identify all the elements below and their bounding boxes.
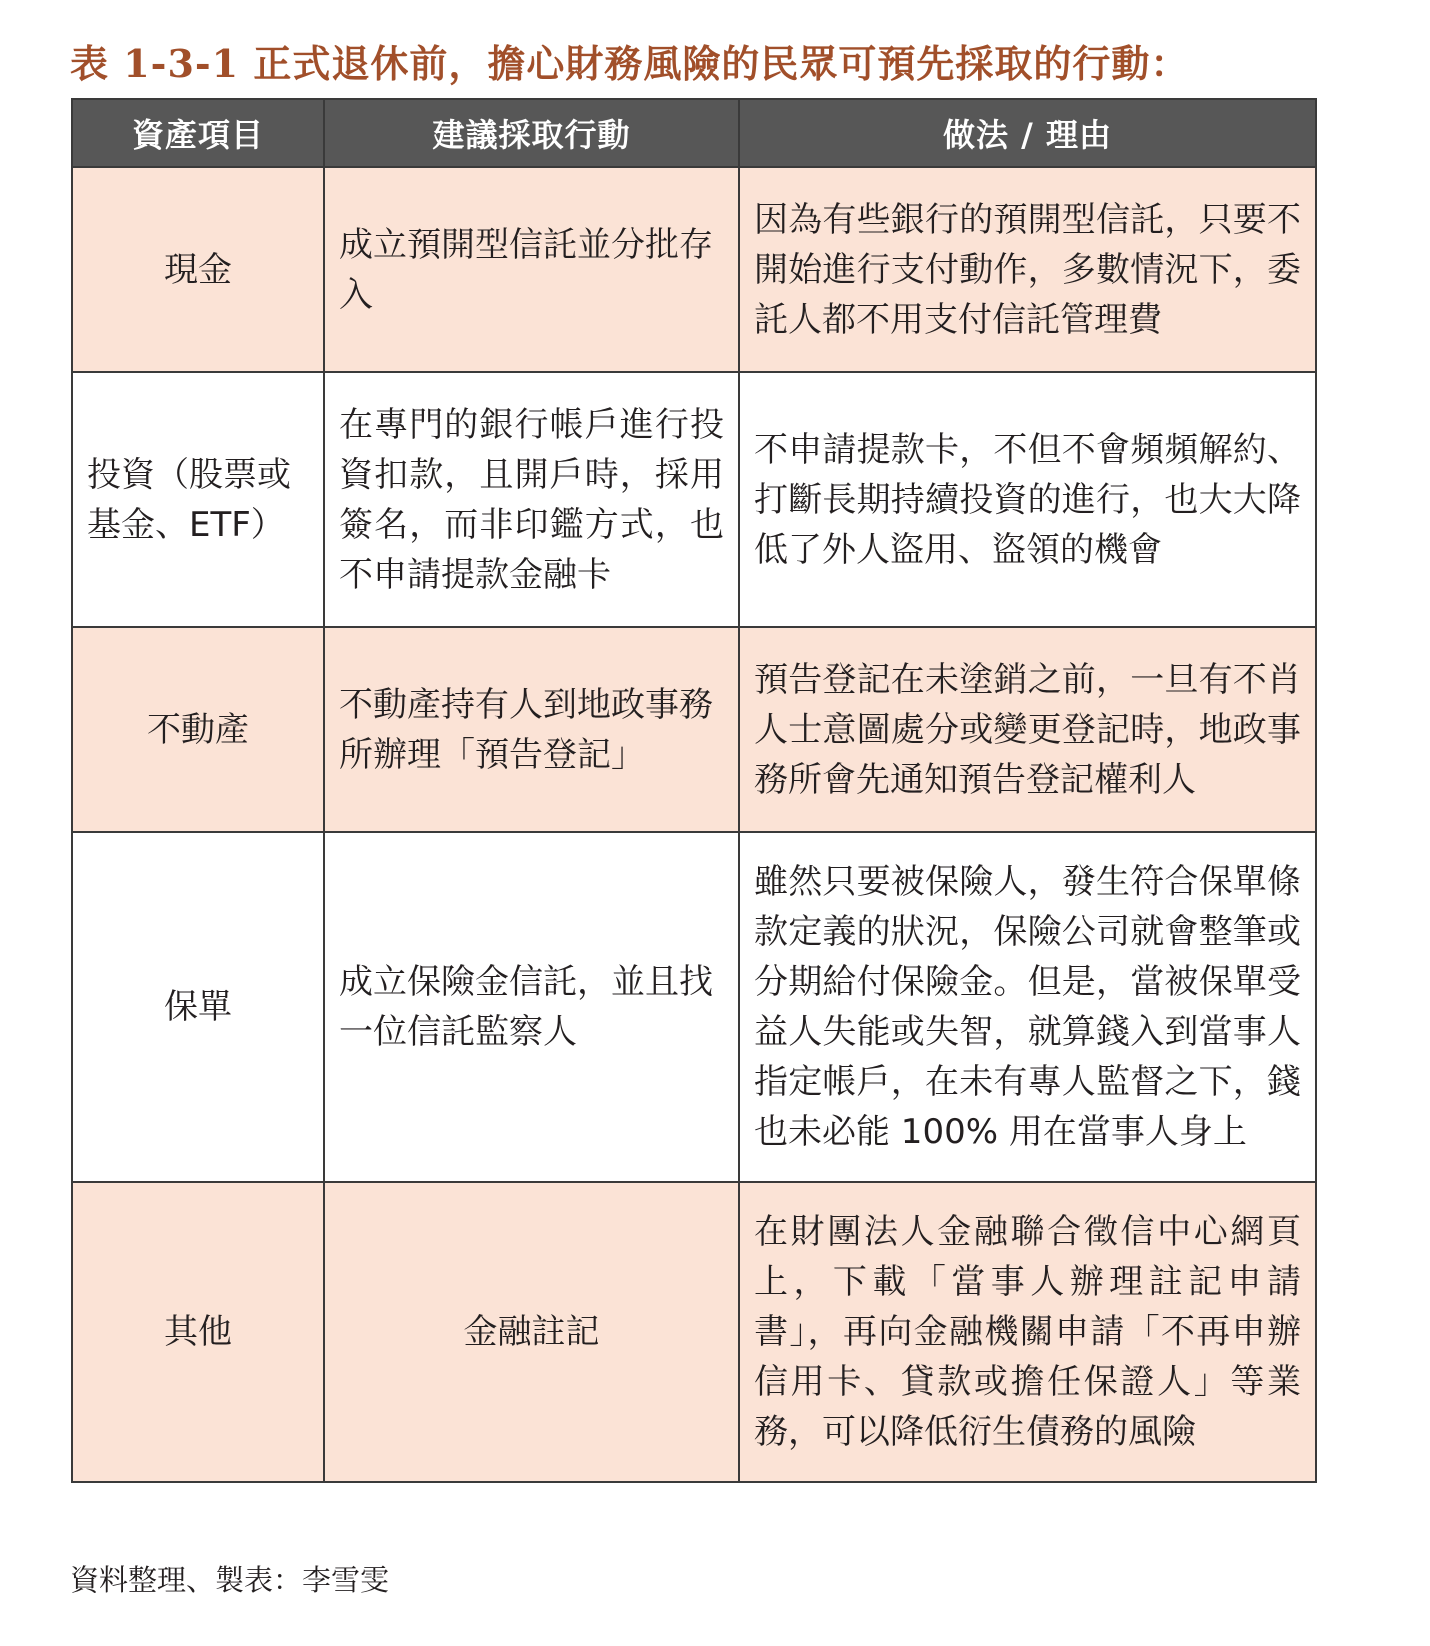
table-title: 表 1-3-1 正式退休前，擔心財務風險的民眾可預先採取的行動：	[70, 41, 1190, 86]
cell-reason: 在財團法人金融聯合徵信中心網頁上，下載「當事人辦理註記申請書」，再向金融機關申請「不再申辦信用卡、貸款或擔任保證人」等業務，可以降低衍生債務的風險	[739, 1182, 1316, 1482]
header-action: 建議採取行動	[324, 99, 739, 167]
cell-asset: 其他	[72, 1182, 324, 1482]
cell-asset: 保單	[72, 832, 324, 1182]
cell-action: 成立預開型信託並分批存入	[324, 167, 739, 372]
cell-action: 金融註記	[324, 1182, 739, 1482]
cell-reason: 預告登記在未塗銷之前，一旦有不肖人士意圖處分或變更登記時，地政事務所會先通知預告登記權利人	[739, 627, 1316, 832]
header-asset: 資產項目	[72, 99, 324, 167]
table-row-insurance	[72, 832, 1316, 1182]
cell-action: 不動產持有人到地政事務所辦理「預告登記」	[324, 627, 739, 832]
cell-asset: 現金	[72, 167, 324, 372]
table-row-investment	[72, 372, 1316, 627]
table-row-real-estate	[72, 627, 1316, 832]
cell-action: 在專門的銀行帳戶進行投資扣款，且開戶時，採用簽名，而非印鑑方式，也不申請提款金融卡	[324, 372, 739, 627]
cell-asset: 投資（股票或基金、ETF）	[72, 372, 324, 627]
cell-reason: 雖然只要被保險人，發生符合保單條款定義的狀況，保險公司就會整筆或分期給付保險金。但是，當被保單受益人失能或失智，就算錢入到當事人指定帳戶，在未有專人監督之下，錢也未必能 100% 用在當事人身上	[739, 832, 1316, 1182]
cell-action: 成立保險金信託，並且找一位信託監察人	[324, 832, 739, 1182]
table-row-other	[72, 1182, 1316, 1482]
source-footnote: 資料整理、製表：李雪雯	[70, 1563, 390, 1597]
asset-action-table	[71, 98, 1317, 1483]
table-header-row	[72, 99, 1316, 167]
header-reason: 做法 / 理由	[739, 99, 1316, 167]
cell-asset: 不動產	[72, 627, 324, 832]
cell-reason: 不申請提款卡，不但不會頻頻解約、打斷長期持續投資的進行，也大大降低了外人盜用、盜領的機會	[739, 372, 1316, 627]
table-row-cash	[72, 167, 1316, 372]
cell-reason: 因為有些銀行的預開型信託，只要不開始進行支付動作，多數情況下，委託人都不用支付信託管理費	[739, 167, 1316, 372]
